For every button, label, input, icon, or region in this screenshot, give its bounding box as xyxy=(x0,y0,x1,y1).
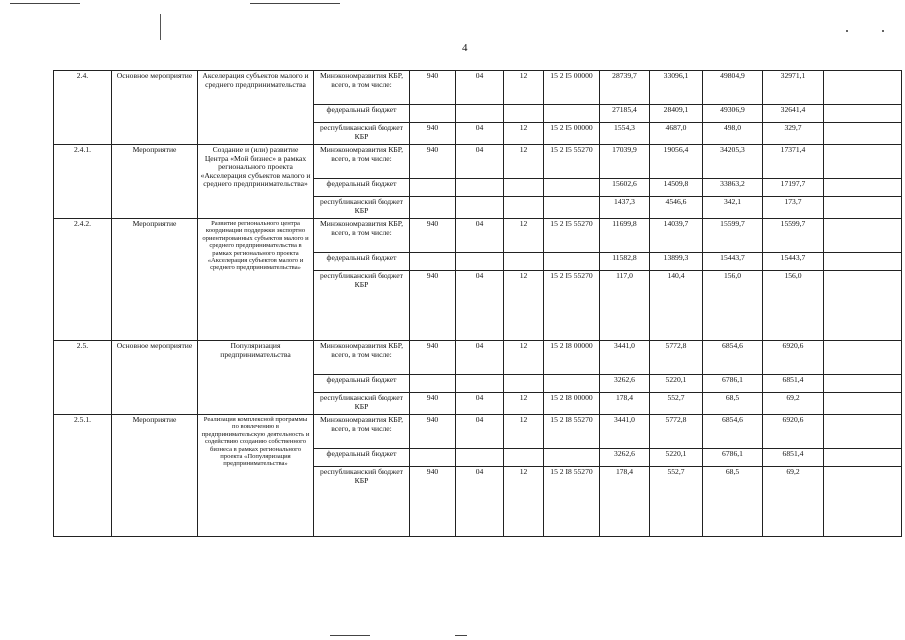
grbs-code xyxy=(410,253,456,271)
pr-code: 12 xyxy=(504,71,544,105)
grbs-code: 940 xyxy=(410,123,456,145)
amount-year-1: 117,0 xyxy=(600,271,650,341)
item-type: Основное мероприятие xyxy=(112,341,198,415)
item-type: Мероприятие xyxy=(112,415,198,537)
amount-year-4: 6920,6 xyxy=(763,341,824,375)
item-type: Мероприятие xyxy=(112,219,198,341)
amount-year-4: 69,2 xyxy=(763,467,824,537)
item-number: 2.4.2. xyxy=(54,219,112,341)
amount-year-1: 178,4 xyxy=(600,467,650,537)
funding-source: федеральный бюджет xyxy=(314,105,410,123)
funding-source: Минэкономразвития КБР, всего, в том числе: xyxy=(314,219,410,253)
csr-code: 15 2 I5 00000 xyxy=(544,71,600,105)
amount-year-1: 3262,6 xyxy=(600,449,650,467)
funding-source: республиканский бюджет КБР xyxy=(314,197,410,219)
amount-year-1: 3441,0 xyxy=(600,415,650,449)
amount-year-3: 49804,9 xyxy=(703,71,763,105)
rz-code: 04 xyxy=(456,393,504,415)
csr-code: 15 2 I5 55270 xyxy=(544,145,600,179)
csr-code xyxy=(544,197,600,219)
funding-source: Минэкономразвития КБР, всего, в том числе: xyxy=(314,415,410,449)
amount-year-3: 498,0 xyxy=(703,123,763,145)
amount-year-4: 156,0 xyxy=(763,271,824,341)
amount-year-2: 4687,0 xyxy=(650,123,703,145)
csr-code xyxy=(544,179,600,197)
page-number: 4 xyxy=(462,42,468,54)
grbs-code: 940 xyxy=(410,341,456,375)
csr-code: 15 2 I5 00000 xyxy=(544,123,600,145)
pr-code: 12 xyxy=(504,123,544,145)
pr-code: 12 xyxy=(504,219,544,253)
funding-source: федеральный бюджет xyxy=(314,375,410,393)
empty-cell xyxy=(824,467,902,537)
funding-source: Минэкономразвития КБР, всего, в том числе: xyxy=(314,145,410,179)
pr-code: 12 xyxy=(504,467,544,537)
rz-code: 04 xyxy=(456,467,504,537)
pr-code xyxy=(504,253,544,271)
amount-year-3: 15599,7 xyxy=(703,219,763,253)
rz-code: 04 xyxy=(456,271,504,341)
funding-source: Минэкономразвития КБР, всего, в том числе: xyxy=(314,71,410,105)
item-description: Реализация комплексной программы по вовлечению в предпринимательскую деятельность и содействию созданию собственного бизнеса в рамках регионального проекта «Популяризация предпринимательства» xyxy=(198,415,314,537)
amount-year-4: 6851,4 xyxy=(763,449,824,467)
csr-code: 15 2 I8 55270 xyxy=(544,467,600,537)
amount-year-3: 6786,1 xyxy=(703,449,763,467)
amount-year-4: 15443,7 xyxy=(763,253,824,271)
rz-code: 04 xyxy=(456,71,504,105)
funding-source: республиканский бюджет КБР xyxy=(314,393,410,415)
empty-cell xyxy=(824,375,902,393)
empty-cell xyxy=(824,123,902,145)
amount-year-4: 17371,4 xyxy=(763,145,824,179)
rz-code: 04 xyxy=(456,123,504,145)
grbs-code: 940 xyxy=(410,145,456,179)
table-row xyxy=(54,71,902,105)
amount-year-1: 3262,6 xyxy=(600,375,650,393)
amount-year-1: 28739,7 xyxy=(600,71,650,105)
rz-code: 04 xyxy=(456,219,504,253)
rz-code: 04 xyxy=(456,145,504,179)
pr-code: 12 xyxy=(504,271,544,341)
grbs-code: 940 xyxy=(410,393,456,415)
scan-artifact-line xyxy=(250,3,340,4)
funding-source: федеральный бюджет xyxy=(314,449,410,467)
amount-year-3: 6854,6 xyxy=(703,415,763,449)
funding-source: федеральный бюджет xyxy=(314,179,410,197)
empty-cell xyxy=(824,271,902,341)
amount-year-3: 68,5 xyxy=(703,393,763,415)
amount-year-1: 17039,9 xyxy=(600,145,650,179)
pr-code: 12 xyxy=(504,393,544,415)
amount-year-1: 11699,8 xyxy=(600,219,650,253)
amount-year-3: 34205,3 xyxy=(703,145,763,179)
grbs-code: 940 xyxy=(410,71,456,105)
rz-code: 04 xyxy=(456,415,504,449)
scan-artifact-line xyxy=(10,3,80,4)
empty-cell xyxy=(824,105,902,123)
rz-code xyxy=(456,179,504,197)
amount-year-3: 15443,7 xyxy=(703,253,763,271)
amount-year-2: 552,7 xyxy=(650,467,703,537)
funding-source: федеральный бюджет xyxy=(314,253,410,271)
empty-cell xyxy=(824,219,902,253)
amount-year-4: 6851,4 xyxy=(763,375,824,393)
grbs-code xyxy=(410,197,456,219)
csr-code xyxy=(544,105,600,123)
scan-artifact-line xyxy=(330,635,370,636)
item-number: 2.4.1. xyxy=(54,145,112,219)
table-row xyxy=(54,341,902,375)
empty-cell xyxy=(824,179,902,197)
amount-year-2: 14509,8 xyxy=(650,179,703,197)
amount-year-4: 69,2 xyxy=(763,393,824,415)
amount-year-1: 15602,6 xyxy=(600,179,650,197)
amount-year-4: 329,7 xyxy=(763,123,824,145)
amount-year-3: 342,1 xyxy=(703,197,763,219)
amount-year-2: 5772,8 xyxy=(650,341,703,375)
pr-code xyxy=(504,449,544,467)
pr-code xyxy=(504,197,544,219)
rz-code xyxy=(456,105,504,123)
pr-code xyxy=(504,375,544,393)
grbs-code xyxy=(410,105,456,123)
pr-code: 12 xyxy=(504,341,544,375)
pr-code xyxy=(504,105,544,123)
rz-code xyxy=(456,375,504,393)
table-row xyxy=(54,415,902,449)
grbs-code: 940 xyxy=(410,271,456,341)
rz-code: 04 xyxy=(456,341,504,375)
csr-code xyxy=(544,449,600,467)
csr-code: 15 2 I5 55270 xyxy=(544,271,600,341)
pr-code xyxy=(504,179,544,197)
table-row xyxy=(54,219,902,253)
rz-code xyxy=(456,197,504,219)
amount-year-2: 14039,7 xyxy=(650,219,703,253)
amount-year-3: 6854,6 xyxy=(703,341,763,375)
item-type: Мероприятие xyxy=(112,145,198,219)
amount-year-3: 6786,1 xyxy=(703,375,763,393)
pr-code: 12 xyxy=(504,145,544,179)
amount-year-3: 33863,2 xyxy=(703,179,763,197)
item-number: 2.4. xyxy=(54,71,112,145)
amount-year-2: 552,7 xyxy=(650,393,703,415)
amount-year-2: 13899,3 xyxy=(650,253,703,271)
rz-code xyxy=(456,449,504,467)
amount-year-2: 28409,1 xyxy=(650,105,703,123)
amount-year-4: 32971,1 xyxy=(763,71,824,105)
amount-year-1: 1554,3 xyxy=(600,123,650,145)
funding-source: республиканский бюджет КБР xyxy=(314,467,410,537)
csr-code: 15 2 I8 00000 xyxy=(544,341,600,375)
empty-cell xyxy=(824,197,902,219)
amount-year-2: 5220,1 xyxy=(650,449,703,467)
amount-year-2: 5220,1 xyxy=(650,375,703,393)
amount-year-1: 11582,8 xyxy=(600,253,650,271)
csr-code: 15 2 I8 00000 xyxy=(544,393,600,415)
rz-code xyxy=(456,253,504,271)
grbs-code: 940 xyxy=(410,415,456,449)
item-description: Популяризация предпринимательства xyxy=(198,341,314,415)
empty-cell xyxy=(824,415,902,449)
empty-cell xyxy=(824,393,902,415)
item-number: 2.5. xyxy=(54,341,112,415)
empty-cell xyxy=(824,71,902,105)
funding-source: республиканский бюджет КБР xyxy=(314,123,410,145)
empty-cell xyxy=(824,449,902,467)
item-description: Акселерация субъектов малого и среднего предпринимательства xyxy=(198,71,314,145)
csr-code xyxy=(544,253,600,271)
amount-year-4: 32641,4 xyxy=(763,105,824,123)
amount-year-1: 178,4 xyxy=(600,393,650,415)
amount-year-4: 173,7 xyxy=(763,197,824,219)
grbs-code xyxy=(410,449,456,467)
empty-cell xyxy=(824,145,902,179)
grbs-code: 940 xyxy=(410,467,456,537)
amount-year-4: 6920,6 xyxy=(763,415,824,449)
csr-code: 15 2 I5 55270 xyxy=(544,219,600,253)
grbs-code: 940 xyxy=(410,219,456,253)
empty-cell xyxy=(824,341,902,375)
scan-artifact-line xyxy=(160,14,161,40)
amount-year-2: 5772,8 xyxy=(650,415,703,449)
amount-year-2: 140,4 xyxy=(650,271,703,341)
budget-table xyxy=(53,70,902,537)
amount-year-1: 1437,3 xyxy=(600,197,650,219)
table-row xyxy=(54,145,902,179)
funding-source: республиканский бюджет КБР xyxy=(314,271,410,341)
amount-year-1: 3441,0 xyxy=(600,341,650,375)
amount-year-3: 68,5 xyxy=(703,467,763,537)
amount-year-4: 15599,7 xyxy=(763,219,824,253)
amount-year-4: 17197,7 xyxy=(763,179,824,197)
amount-year-2: 4546,6 xyxy=(650,197,703,219)
amount-year-2: 19056,4 xyxy=(650,145,703,179)
grbs-code xyxy=(410,375,456,393)
item-type: Основное мероприятие xyxy=(112,71,198,145)
scan-artifact-dot xyxy=(882,30,884,32)
amount-year-3: 156,0 xyxy=(703,271,763,341)
amount-year-1: 27185,4 xyxy=(600,105,650,123)
scan-artifact-line xyxy=(455,635,467,636)
item-number: 2.5.1. xyxy=(54,415,112,537)
item-description: Создание и (или) развитие Центра «Мой бизнес» в рамках регионального проекта «Акселерация субъектов малого и среднего предпринимательства» xyxy=(198,145,314,219)
amount-year-2: 33096,1 xyxy=(650,71,703,105)
pr-code: 12 xyxy=(504,415,544,449)
csr-code: 15 2 I8 55270 xyxy=(544,415,600,449)
amount-year-3: 49306,9 xyxy=(703,105,763,123)
grbs-code xyxy=(410,179,456,197)
scan-artifact-dot xyxy=(846,30,848,32)
item-description: Развитие регионального центра координации поддержки экспортно ориентированных субъектов малого и среднего предпринимательства в рамках регионального проекта «Акселерация субъектов малого и среднего предпринимательства» xyxy=(198,219,314,341)
empty-cell xyxy=(824,253,902,271)
funding-source: Минэкономразвития КБР, всего, в том числе: xyxy=(314,341,410,375)
csr-code xyxy=(544,375,600,393)
